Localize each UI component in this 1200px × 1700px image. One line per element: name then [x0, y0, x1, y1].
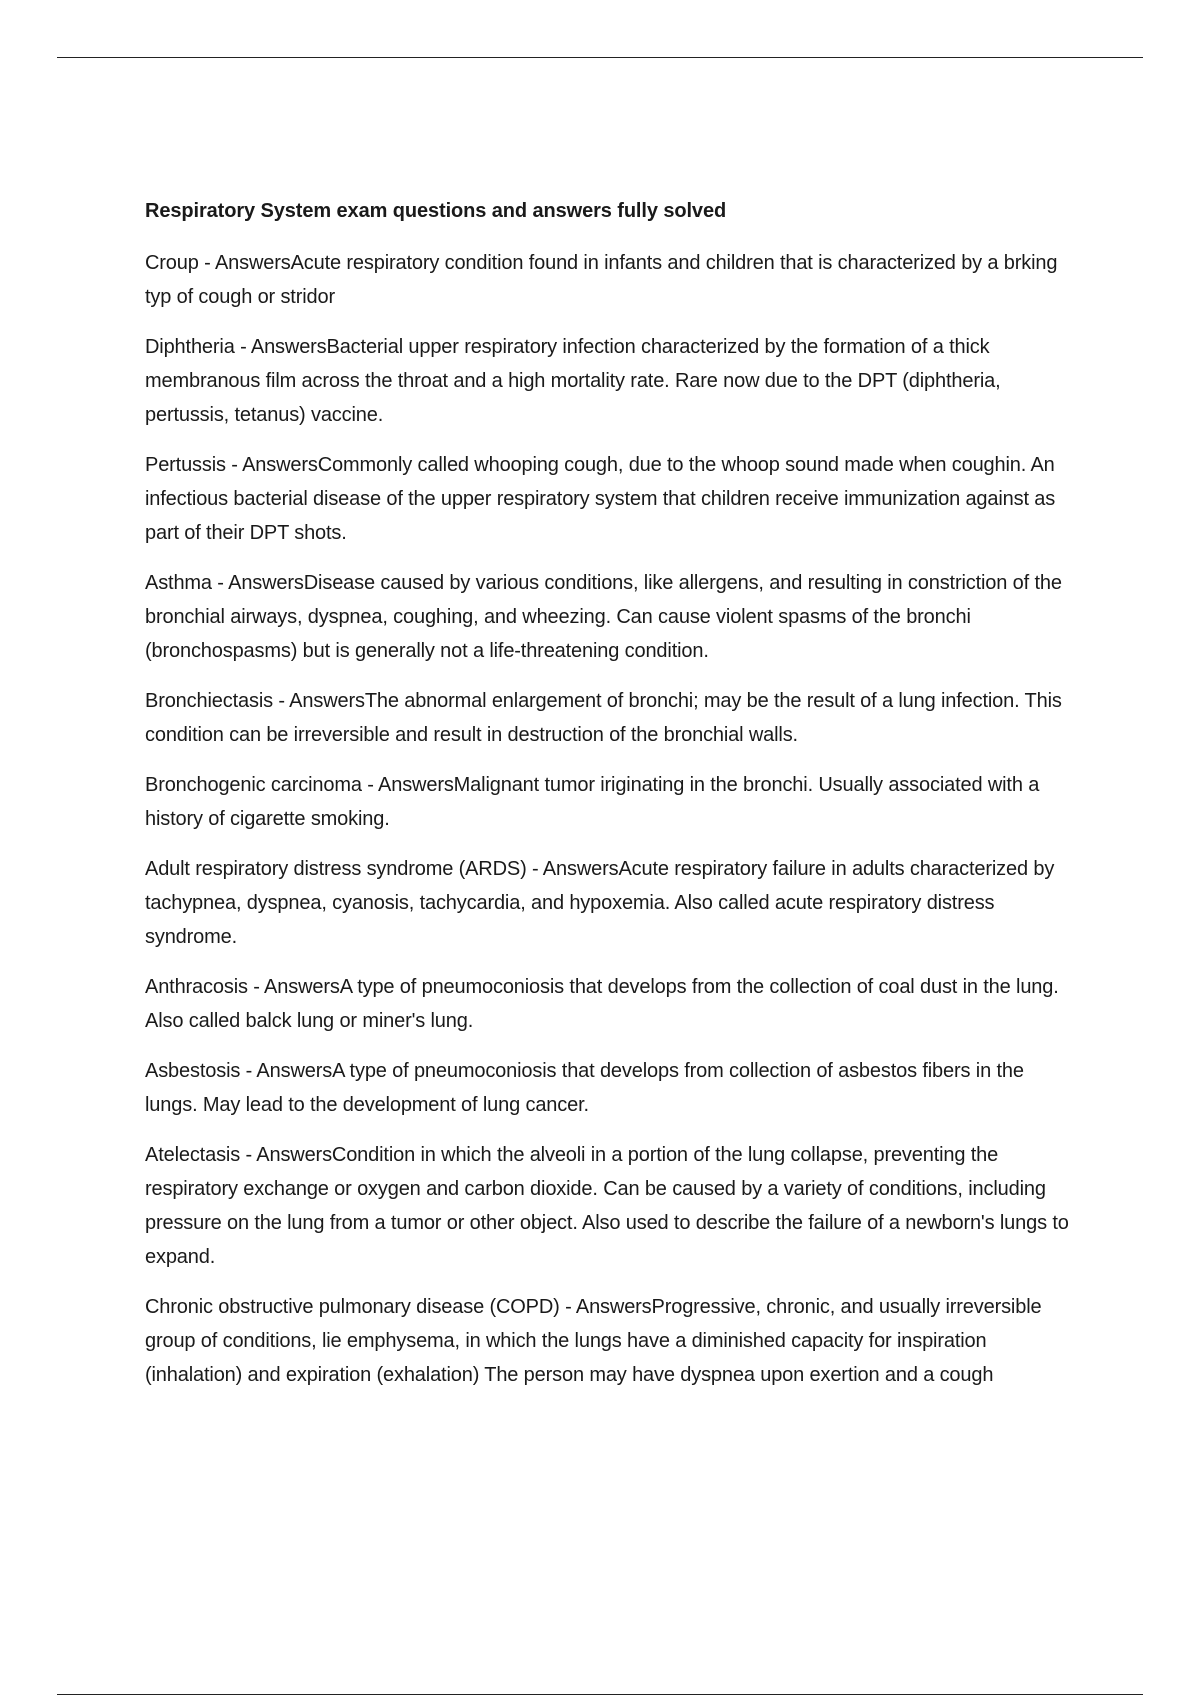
document-body: [145, 196, 1075, 1408]
entry-atelectasis: Atelectasis - AnswersCondition in which the alveoli in a portion of the lung collapse, preventing the respiratory exchange or oxygen and carbon dioxide. Can be caused by a variety of conditions, including pressure on the lung from a tumor or other object. Also used to describe the failure of a newborn's lungs to expand.: [145, 1144, 1069, 1268]
entry-bronchogenic-carcinoma: Bronchogenic carcinoma - AnswersMalignant tumor iriginating in the bronchi. Usually associated with a history of cigarette smoking.: [145, 774, 1040, 830]
header-rule: [57, 57, 1143, 58]
entry-anthracosis: Anthracosis - AnswersA type of pneumoconiosis that develops from the collection of coal dust in the lung. Also called balck lung or miner's lung.: [145, 976, 1059, 1032]
entry-diphtheria: Diphtheria - AnswersBacterial upper respiratory infection characterized by the formation of a thick membranous film across the throat and a high mortality rate. Rare now due to the DPT (diphtheria, pertussis, tetanus) vaccine.: [145, 336, 1001, 426]
entry-bronchiectasis: Bronchiectasis - AnswersThe abnormal enlargement of bronchi; may be the result of a lung infection. This condition can be irreversible and result in destruction of the bronchial walls.: [145, 690, 1062, 746]
entry-pertussis: Pertussis - AnswersCommonly called whooping cough, due to the whoop sound made when coughin. An infectious bacterial disease of the upper respiratory system that children receive immunization against as part of their DPT shots.: [145, 454, 1056, 544]
entry-ards: Adult respiratory distress syndrome (ARDS) - AnswersAcute respiratory failure in adults characterized by tachypnea, dyspnea, cyanosis, tachycardia, and hypoxemia. Also called acute respiratory distress syndrome.: [145, 858, 1055, 948]
document-title: Respiratory System exam questions and answers fully solved: [145, 200, 727, 222]
entry-copd: Chronic obstructive pulmonary disease (COPD) - AnswersProgressive, chronic, and usually irreversible group of conditions, lie emphysema, in which the lungs have a diminished capacity for inspiration (inhalation) and expiration (exhalation) The person may have dyspnea upon exertion and a cough: [145, 1296, 1042, 1386]
footer-rule: [57, 1694, 1143, 1695]
entry-asbestosis: Asbestosis - AnswersA type of pneumoconiosis that develops from collection of asbestos fibers in the lungs. May lead to the development of lung cancer.: [145, 1060, 1024, 1116]
entry-croup: Croup - AnswersAcute respiratory condition found in infants and children that is characterized by a brking typ of cough or stridor: [145, 252, 1058, 308]
entry-asthma: Asthma - AnswersDisease caused by various conditions, like allergens, and resulting in constriction of the bronchial airways, dyspnea, coughing, and wheezing. Can cause violent spasms of the bronchi (bronchospasms) but is generally not a life-threatening condition.: [145, 572, 1062, 662]
